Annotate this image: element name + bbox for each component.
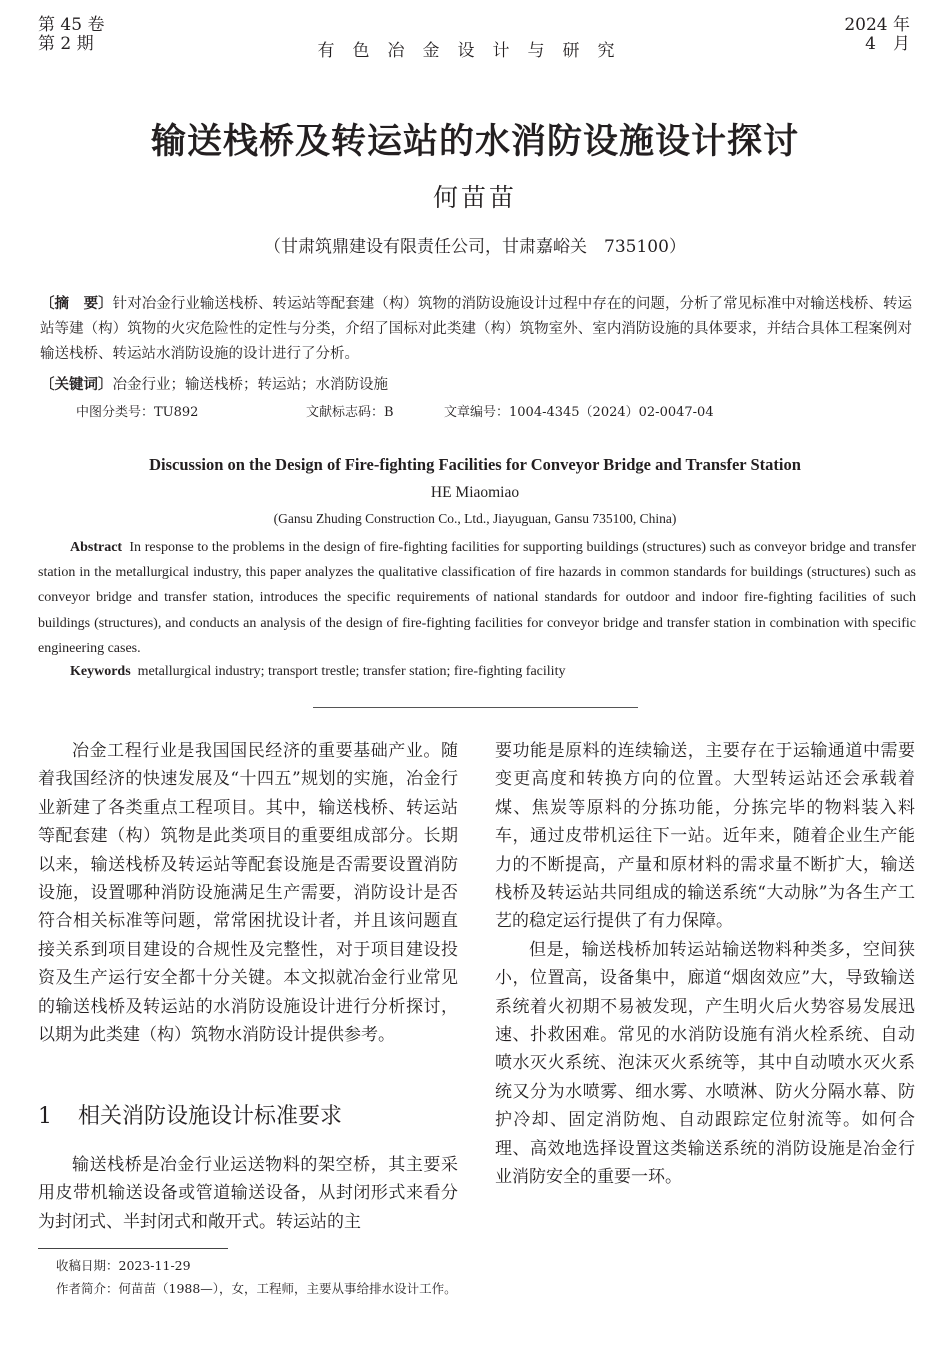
section-title: 相关消防设施设计标准要求 [78,1104,343,1129]
journal-name: 有色冶金设计与研究 [317,41,633,61]
keywords-en-text: metallurgical industry; transport trestle; transfer station; fire-fighting facility [137,664,566,679]
abstract-en-text: In response to the problems in the design of fire-fighting facilities for supporting buildings (structures) such as conveyor bridge and transfer station in the metallurgical industry, this paper analyzes the qualitative classification of fire hazards in common standards for buildings (structures) such as conveyor bridge and transfer station, introduces the specific requirements of national standards for outdoor and indoor fire-fighting facilities of such buildings (structures), and conducts an analysis of the design of fire-fighting facilities for conveyor bridge and transfer station in combination with specific engineering cases. [38,540,916,656]
abstract-en [38,535,916,661]
keywords-cn-text: 冶金行业；输送栈桥；转运站；水消防设施 [112,377,388,393]
section1-paragraph: 输送栈桥是冶金行业运送物料的架空桥，其主要采用皮带机输送设备或管道输送设备，从封闭形式来看分为封闭式、半封闭式和敞开式。转运站的主 [38,1155,458,1232]
paper-title: 输送栈桥及转运站的水消防设施设计探讨 [150,121,799,162]
footnote-rule [38,1248,228,1249]
section-heading [38,1099,458,1130]
document-code: 文献标志码：B [306,405,394,420]
section-divider [313,707,638,708]
body-column-right [495,737,915,1192]
keywords-en-label: Keywords [70,664,131,679]
keywords-en [70,659,916,684]
body-column-left-lower [38,1151,458,1236]
author-name: 何苗苗 [432,183,517,212]
body-column-left [38,737,458,1049]
section-number: 1 [38,1104,52,1129]
english-title: Discussion on the Design of Fire-fighting Facilities for Conveyor Bridge and Transfer Station [149,455,801,474]
continued-paragraph: 要功能是原料的连续输送，主要存在于运输通道中需要变更高度和转换方向的位置。大型转运站还会承载着煤、焦炭等原料的分拣功能，分拣完毕的物料装入料车，通过皮带机运往下一站。近年来，随着企业生产能力的不断提高，产量和原材料的需求量不断扩大，输送栈桥及转运站共同组成的输送系统“大动脉”为各生产工艺的稳定运行提供了有力保障。 [495,741,915,932]
year-label: 2024 年 [844,15,910,35]
author-affiliation: （甘肃筑鼎建设有限责任公司，甘肃嘉峪关 735100） [264,237,686,257]
abstract-cn [40,291,912,367]
clc-number: 中图分类号：TU892 [76,405,199,420]
article-meta [76,401,916,420]
intro-paragraph: 冶金工程行业是我国国民经济的重要基础产业。随着我国经济的快速发展及“十四五”规划的实施，冶金行业新建了各类重点工程项目。其中，输送栈桥、转运站等配套建（构）筑物是此类项目的重要组成部分。长期以来，输送栈桥及转运站等配套设施是否需要设置消防设施，设置哪种消防设施满足生产需要，消防设计是否符合相关标准等问题，常常困扰设计者，并且该问题直接关系到项目建设的合规性及完整性，对于项目建设投资及生产运行安全都十分关键。本文拟就冶金行业常见的输送栈桥及转运站的水消防设施设计进行分析探讨，以期为此类建（构）筑物水消防设计提供参考。 [38,741,458,1046]
abstract-en-label: Abstract [70,540,123,555]
author-bio: 作者简介：何苗苗（1988—），女，工程师，主要从事给排水设计工作。 [56,1281,457,1296]
month-label: 4 月 [865,34,910,54]
english-author: HE Miaomiao [430,484,520,501]
article-number: 文章编号：1004-4345（2024）02-0047-04 [444,405,714,420]
abstract-cn-label: 〔摘 要〕 [40,295,113,312]
header-right [844,16,910,54]
received-date: 收稿日期：2023-11-29 [56,1258,191,1273]
issue-label: 第 2 期 [38,34,94,54]
keywords-cn-label: 〔关键词〕 [40,376,113,393]
fire-risk-paragraph: 但是，输送栈桥加转运站输送物料种类多，空间狭小，位置高，设备集中，廊道“烟囱效应”大，导致输送系统着火初期不易被发现，产生明火后火势容易发展迅速、扑救困难。常见的水消防设施有消火栓系统、自动喷水灭火系统、泡沫灭火系统等，其中自动喷水灭火系统又分为水喷雾、细水雾、水喷淋、防火分隔水幕、防护冷却、固定消防炮、自动跟踪定位射流等。如何合理、高效地选择设置这类输送系统的消防设施是冶金行业消防安全的重要一环。 [495,939,915,1188]
keywords-cn [40,372,912,398]
header-left [38,16,104,54]
volume-label: 第 45 卷 [38,15,105,35]
english-affiliation: (Gansu Zhuding Construction Co., Ltd., Jiayuguan, Gansu 735100, China) [273,511,677,526]
abstract-cn-text: 针对冶金行业输送栈桥、转运站等配套建（构）筑物的消防设施设计过程中存在的问题，分析了常见标准中对输送栈桥、转运站等建（构）筑物的火灾危险性的定性与分类，介绍了国标对此类建（构）筑物室外、室内消防设施的具体要求，并结合具体工程案例对输送栈桥、转运站水消防设施的设计进行了分析。 [40,296,912,362]
